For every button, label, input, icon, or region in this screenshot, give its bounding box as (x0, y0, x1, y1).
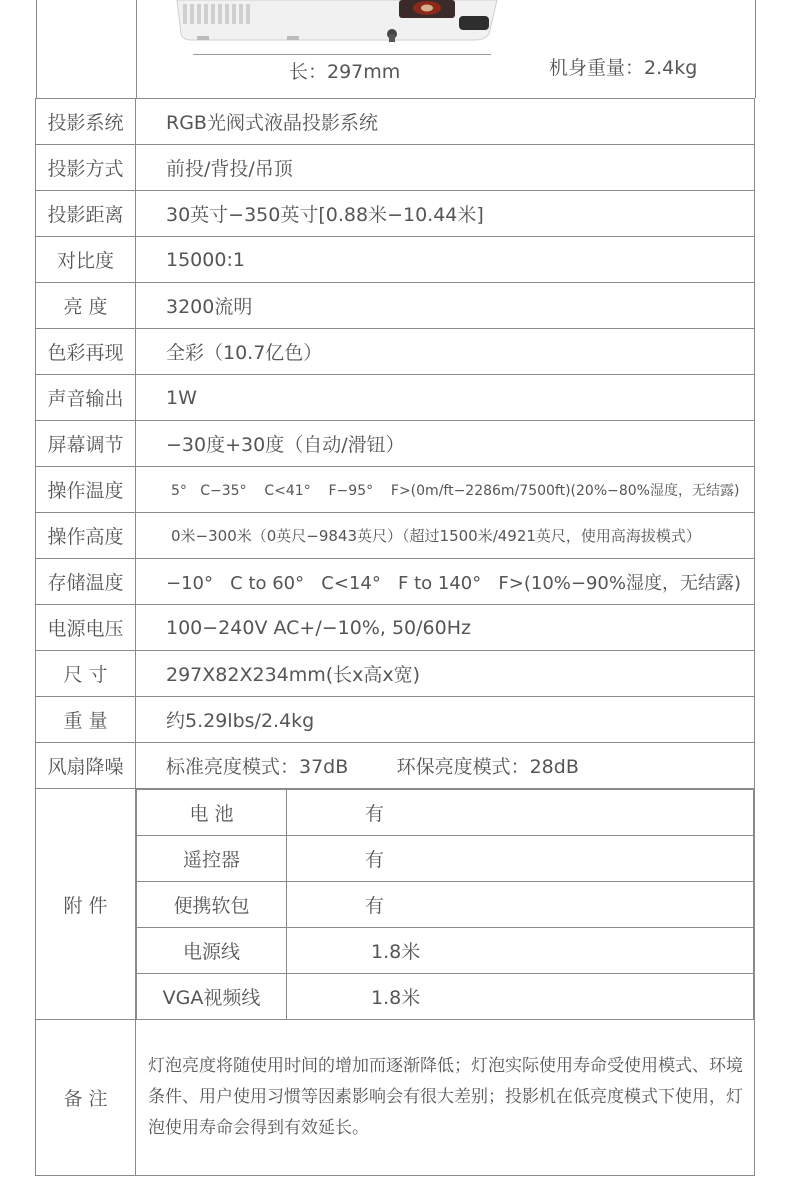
spec-label: 对比度 (36, 237, 136, 283)
spec-row-projection-system (36, 99, 755, 145)
spec-label: 重 量 (36, 697, 136, 743)
spec-label: 屏幕调节 (36, 421, 136, 467)
spec-value: 15000:1 (136, 237, 755, 283)
spec-value: 前投/背投/吊顶 (136, 145, 755, 191)
spec-label: 投影方式 (36, 145, 136, 191)
accessory-row (137, 928, 754, 974)
spec-label: 色彩再现 (36, 329, 136, 375)
spec-label: 存储温度 (36, 559, 136, 605)
notes-label: 备 注 (36, 1020, 136, 1176)
spec-row-accessories (36, 789, 755, 1020)
accessory-name: 电源线 (137, 928, 287, 974)
accessory-value: 有 (287, 882, 754, 928)
spec-value: 0米−300米（0英尺−9843英尺）（超过1500米/4921英尺，使用高海拔模式） (136, 513, 755, 559)
spec-value: 全彩（10.7亿色） (136, 329, 755, 375)
accessory-name: VGA视频线 (137, 974, 287, 1020)
spec-value: 30英寸−350英寸[0.88米−10.44米] (136, 191, 755, 237)
spec-value: 1W (136, 375, 755, 421)
spec-row-weight (36, 697, 755, 743)
spec-value: −30度+30度（自动/滑钮） (136, 421, 755, 467)
spec-value: RGB光阀式液晶投影系统 (136, 99, 755, 145)
spec-row-audio (36, 375, 755, 421)
notes-text: 灯泡亮度将随使用时间的增加而逐渐降低；灯泡实际使用寿命受使用模式、环境条件、用户使用习惯等因素影响会有很大差别；投影机在低亮度模式下使用，灯泡使用寿命会得到有效延长。 (136, 1020, 755, 1176)
spec-row-projection-distance (36, 191, 755, 237)
spec-label: 操作高度 (36, 513, 136, 559)
spec-row-fan-noise (36, 743, 755, 789)
spec-value: 100−240V AC+/−10%, 50/60Hz (136, 605, 755, 651)
accessory-row (137, 974, 754, 1020)
spec-row-operating-altitude (36, 513, 755, 559)
projector-image (167, 0, 507, 46)
spec-label: 亮 度 (36, 283, 136, 329)
spec-label: 风扇降噪 (36, 743, 136, 789)
accessory-value: 1.8米 (287, 928, 754, 974)
product-image-section (36, 0, 756, 98)
spec-label: 声音输出 (36, 375, 136, 421)
accessory-row (137, 836, 754, 882)
spec-row-keystone (36, 421, 755, 467)
accessories-label: 附 件 (36, 789, 136, 1020)
accessory-name: 遥控器 (137, 836, 287, 882)
accessory-name: 电 池 (137, 790, 287, 836)
length-dimension-line (193, 54, 491, 55)
spec-row-contrast (36, 237, 755, 283)
spec-label: 操作温度 (36, 467, 136, 513)
accessory-row (137, 790, 754, 836)
accessory-value: 有 (287, 836, 754, 882)
spec-table (35, 98, 755, 1176)
spec-row-projection-mode (36, 145, 755, 191)
spec-value: 约5.29lbs/2.4kg (136, 697, 755, 743)
accessories-table (136, 789, 754, 1019)
spec-label: 电源电压 (36, 605, 136, 651)
accessory-value: 有 (287, 790, 754, 836)
length-label: 长：297mm (289, 61, 401, 83)
spec-value: 5° C−35° C<41° F−95° F>(0m/ft−2286m/7500ft)(20%−80%湿度，无结露) (136, 467, 755, 513)
spec-row-operating-temperature (36, 467, 755, 513)
accessory-row (137, 882, 754, 928)
spec-row-storage-temperature (36, 559, 755, 605)
spec-label: 尺 寸 (36, 651, 136, 697)
spec-row-color (36, 329, 755, 375)
spec-row-notes (36, 1020, 755, 1176)
spec-row-dimensions (36, 651, 755, 697)
spec-value: 标准亮度模式：37dB 环保亮度模式：28dB (136, 743, 755, 789)
spec-value: 3200流明 (136, 283, 755, 329)
spec-label: 投影距离 (36, 191, 136, 237)
spec-row-power-voltage (36, 605, 755, 651)
spec-value: 297X82X234mm(长x高x宽) (136, 651, 755, 697)
accessory-name: 便携软包 (137, 882, 287, 928)
spec-value: −10° C to 60° C<14° F to 140° F>(10%−90%湿度，无结露) (136, 559, 755, 605)
weight-label: 机身重量：2.4kg (549, 57, 698, 79)
accessories-cell (136, 789, 755, 1020)
accessory-value: 1.8米 (287, 974, 754, 1020)
spec-label: 投影系统 (36, 99, 136, 145)
spec-row-brightness (36, 283, 755, 329)
hero-divider (136, 0, 137, 98)
